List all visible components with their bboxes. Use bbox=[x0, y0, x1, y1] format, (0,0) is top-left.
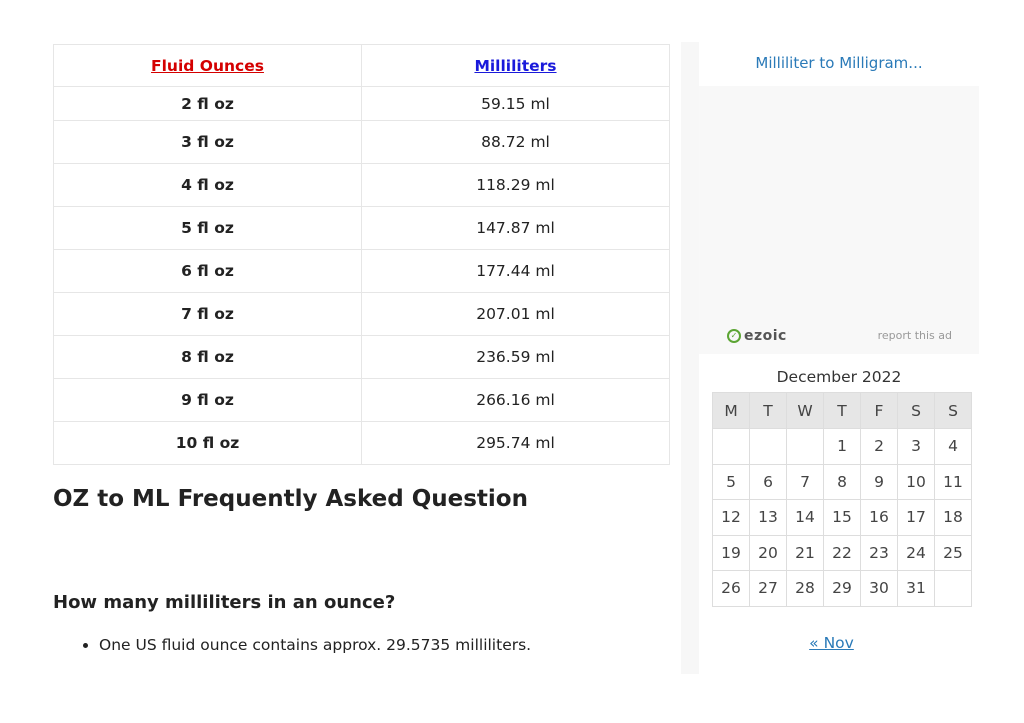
calendar-day: 16 bbox=[861, 500, 898, 536]
calendar-day: 7 bbox=[787, 464, 824, 500]
calendar-day: 4 bbox=[935, 429, 972, 465]
calendar-day: 3 bbox=[898, 429, 935, 465]
milliliters-cell: 236.59 ml bbox=[362, 336, 670, 379]
calendar-day: 26 bbox=[713, 571, 750, 607]
fluid-ounces-cell: 4 fl oz bbox=[54, 164, 362, 207]
faq-title: OZ to ML Frequently Asked Question bbox=[53, 486, 528, 512]
table-row bbox=[54, 250, 670, 293]
milliliters-cell: 147.87 ml bbox=[362, 207, 670, 250]
table-row bbox=[54, 87, 670, 121]
table-row bbox=[54, 379, 670, 422]
fluid-ounces-cell: 8 fl oz bbox=[54, 336, 362, 379]
calendar-empty-cell bbox=[787, 429, 824, 465]
calendar-empty-cell bbox=[713, 429, 750, 465]
conversion-table bbox=[53, 44, 670, 465]
calendar-weekday: F bbox=[861, 393, 898, 429]
ezoic-logo-text: ezoic bbox=[744, 328, 787, 344]
calendar-weekday: M bbox=[713, 393, 750, 429]
calendar-day: 27 bbox=[750, 571, 787, 607]
calendar-week bbox=[713, 535, 972, 571]
calendar-day: 6 bbox=[750, 464, 787, 500]
sidebar-gutter bbox=[681, 42, 699, 674]
calendar-day: 22 bbox=[824, 535, 861, 571]
ezoic-check-icon: ✓ bbox=[727, 329, 741, 343]
fluid-ounces-cell: 6 fl oz bbox=[54, 250, 362, 293]
calendar-day: 31 bbox=[898, 571, 935, 607]
table-header-row bbox=[54, 45, 670, 87]
calendar-body bbox=[713, 429, 972, 607]
calendar-day: 18 bbox=[935, 500, 972, 536]
calendar-day: 12 bbox=[713, 500, 750, 536]
ad-slot bbox=[699, 86, 979, 354]
calendar-caption: December 2022 bbox=[776, 368, 902, 386]
fluid-ounces-cell: 3 fl oz bbox=[54, 121, 362, 164]
milliliters-header-link[interactable]: Milliliters bbox=[474, 56, 557, 75]
calendar-day: 23 bbox=[861, 535, 898, 571]
calendar-day: 21 bbox=[787, 535, 824, 571]
faq-question: How many milliliters in an ounce? bbox=[53, 592, 396, 613]
milliliters-cell: 88.72 ml bbox=[362, 121, 670, 164]
table-row bbox=[54, 207, 670, 250]
ezoic-logo[interactable] bbox=[727, 328, 787, 344]
calendar-day: 9 bbox=[861, 464, 898, 500]
table-row bbox=[54, 164, 670, 207]
calendar-day: 8 bbox=[824, 464, 861, 500]
calendar-week bbox=[713, 464, 972, 500]
fluid-ounces-cell: 9 fl oz bbox=[54, 379, 362, 422]
calendar-day: 24 bbox=[898, 535, 935, 571]
report-ad-link[interactable]: report this ad bbox=[877, 329, 952, 342]
calendar-day: 13 bbox=[750, 500, 787, 536]
related-link-box bbox=[699, 44, 979, 86]
header-milliliters bbox=[362, 45, 670, 87]
calendar-day: 15 bbox=[824, 500, 861, 536]
milliliters-cell: 59.15 ml bbox=[362, 87, 670, 121]
faq-answer-list bbox=[53, 636, 531, 654]
milliliters-cell: 177.44 ml bbox=[362, 250, 670, 293]
calendar-weekday-row bbox=[713, 393, 972, 429]
milliliters-cell: 118.29 ml bbox=[362, 164, 670, 207]
fluid-ounces-cell: 10 fl oz bbox=[54, 422, 362, 465]
fluid-ounces-cell: 7 fl oz bbox=[54, 293, 362, 336]
conversion-table-body bbox=[54, 87, 670, 465]
calendar-weekday: T bbox=[824, 393, 861, 429]
calendar-nav bbox=[699, 634, 964, 652]
calendar-day: 10 bbox=[898, 464, 935, 500]
header-fluid-ounces bbox=[54, 45, 362, 87]
calendar-prev-month-link[interactable]: « Nov bbox=[809, 634, 854, 652]
fluid-ounces-cell: 2 fl oz bbox=[54, 87, 362, 121]
calendar-day: 30 bbox=[861, 571, 898, 607]
fluid-ounces-header-link[interactable]: Fluid Ounces bbox=[151, 56, 264, 75]
calendar-widget bbox=[699, 356, 979, 674]
milliliter-to-milligram-link[interactable]: Milliliter to Milligram... bbox=[755, 54, 923, 72]
calendar-week bbox=[713, 500, 972, 536]
table-row bbox=[54, 293, 670, 336]
calendar-day: 14 bbox=[787, 500, 824, 536]
milliliters-cell: 266.16 ml bbox=[362, 379, 670, 422]
table-row bbox=[54, 422, 670, 465]
calendar-day: 17 bbox=[898, 500, 935, 536]
calendar-day: 28 bbox=[787, 571, 824, 607]
calendar-day: 29 bbox=[824, 571, 861, 607]
calendar-weekday: S bbox=[898, 393, 935, 429]
calendar-day: 1 bbox=[824, 429, 861, 465]
faq-answer-item: • One US fluid ounce contains approx. 29.5735 milliliters. bbox=[99, 636, 531, 654]
calendar-day: 5 bbox=[713, 464, 750, 500]
calendar-weekday: W bbox=[787, 393, 824, 429]
calendar-day: 25 bbox=[935, 535, 972, 571]
calendar-table bbox=[712, 392, 972, 607]
calendar-day: 19 bbox=[713, 535, 750, 571]
table-row bbox=[54, 336, 670, 379]
milliliters-cell: 207.01 ml bbox=[362, 293, 670, 336]
calendar-weekday: T bbox=[750, 393, 787, 429]
calendar-day: 2 bbox=[861, 429, 898, 465]
calendar-day: 11 bbox=[935, 464, 972, 500]
fluid-ounces-cell: 5 fl oz bbox=[54, 207, 362, 250]
calendar-week bbox=[713, 429, 972, 465]
calendar-empty-cell bbox=[935, 571, 972, 607]
calendar-weekday: S bbox=[935, 393, 972, 429]
milliliters-cell: 295.74 ml bbox=[362, 422, 670, 465]
table-row bbox=[54, 121, 670, 164]
calendar-week bbox=[713, 571, 972, 607]
conversion-table-section bbox=[53, 44, 670, 465]
calendar-empty-cell bbox=[750, 429, 787, 465]
calendar-day: 20 bbox=[750, 535, 787, 571]
